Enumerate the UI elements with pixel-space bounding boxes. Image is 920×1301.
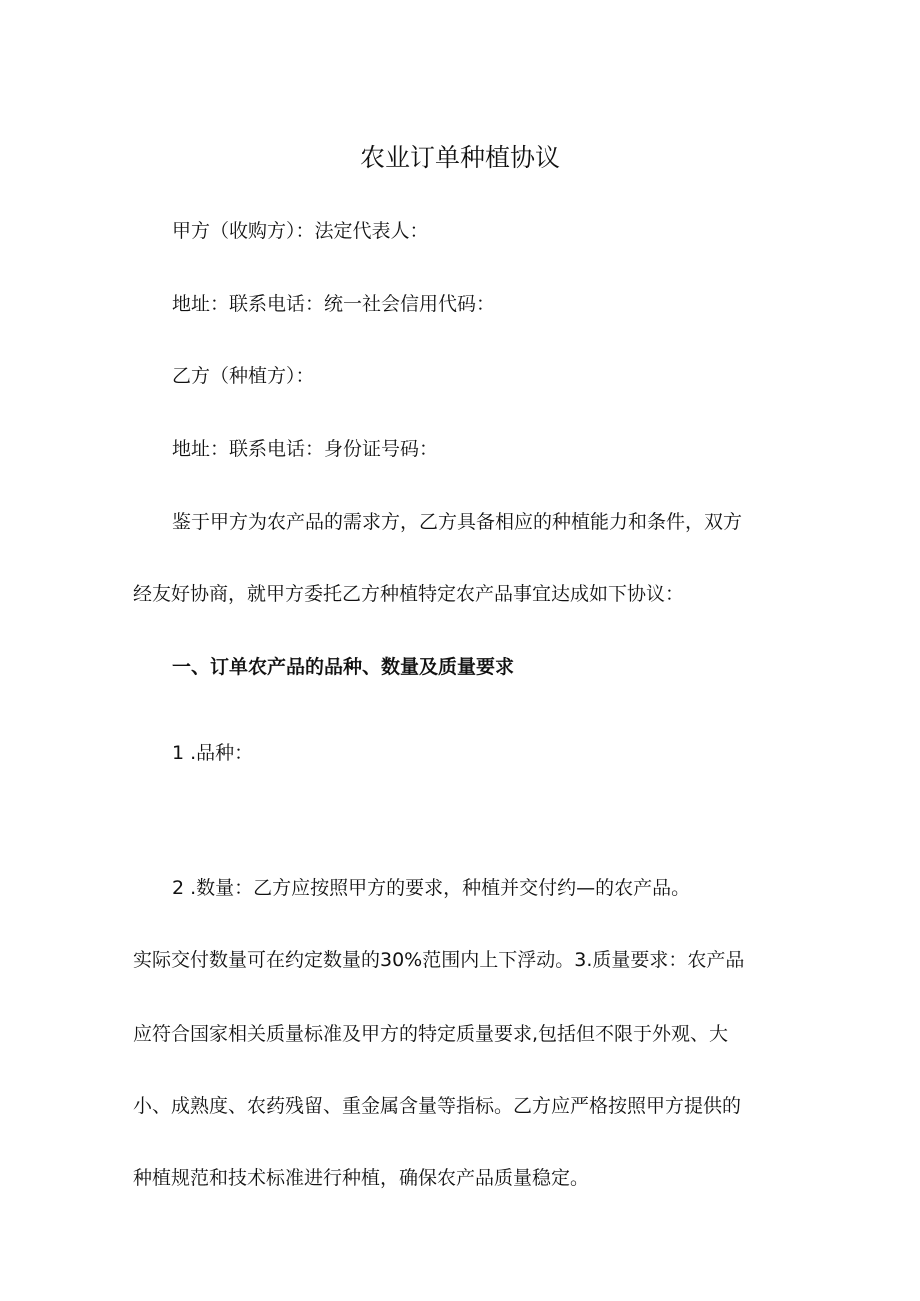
party-a-line: 甲方（收购方）：法定代表人： <box>172 220 429 242</box>
party-b-address-line: 地址：联系电话：身份证号码： <box>172 438 439 460</box>
item-1-variety: 1 .品种： <box>172 742 254 764</box>
section-1-heading: 一、订单农产品的品种、数量及质量要求 <box>172 656 515 678</box>
party-b-line: 乙方（种植方）： <box>172 365 315 387</box>
item-2-quantity: 2 .数量：乙方应按照甲方的要求，种植并交付约—的农产品。 <box>172 877 691 899</box>
party-a-address-line: 地址：联系电话：统一社会信用代码： <box>172 293 496 315</box>
preamble-line-1: 鉴于甲方为农产品的需求方，乙方具备相应的种植能力和条件，双方 <box>172 511 743 533</box>
paragraph-line-4: 种植规范和技术标准进行种植，确保农产品质量稳定。 <box>133 1167 590 1189</box>
paragraph-line-3: 小、成熟度、农药残留、重金属含量等指标。乙方应严格按照甲方提供的 <box>133 1095 742 1117</box>
paragraph-line-1: 实际交付数量可在约定数量的30%范围内上下浮动。3.质量要求：农产品 <box>133 949 745 971</box>
paragraph-line-2: 应符合国家相关质量标准及甲方的特定质量要求,包括但不限于外观、大 <box>133 1023 729 1045</box>
preamble-line-2: 经友好协商，就甲方委托乙方种植特定农产品事宜达成如下协议： <box>133 583 685 605</box>
document-title: 农业订单种植协议 <box>359 143 560 172</box>
